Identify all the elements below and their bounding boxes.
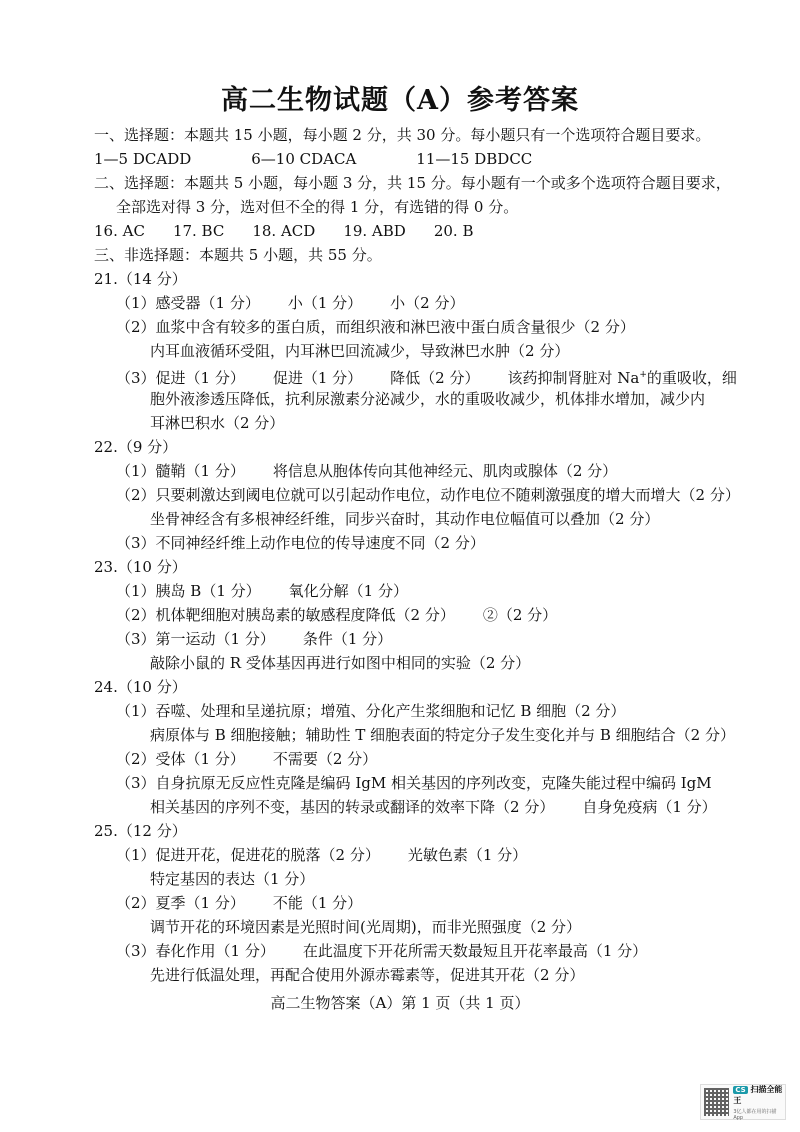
q24-part2: （2）受体（1 分） 不需要（2 分） [116,750,378,768]
q23-part2: （2）机体靶细胞对胰岛素的敏感程度降低（2 分） ②（2 分） [116,606,558,624]
q21-part3: （3）促进（1 分） 促进（1 分） 降低（2 分） 该药抑制肾脏对 Na+的重吸收，细 [116,369,737,387]
watermark-title: 扫描全能王 [733,1084,783,1105]
q21-part2: （2）血浆中含有较多的蛋白质，而组织液和淋巴液中蛋白质含量很少（2 分） [116,318,635,336]
q23-part3-cont: 敲除小鼠的 R 受体基因再进行如图中相同的实验（2 分） [150,654,531,672]
watermark-text [733,1084,785,1121]
cs-logo-icon: CS [735,1085,746,1094]
scanner-watermark [700,1084,786,1120]
q21-part1: （1）感受器（1 分） 小（1 分） 小（2 分） [116,294,465,312]
q24-part3: （3）自身抗原无反应性克隆是编码 IgM 相关基因的序列改变，克隆失能过程中编码 IgM [116,774,712,792]
q25-part2: （2）夏季（1 分） 不能（1 分） [116,894,363,912]
qr-code-icon [704,1088,729,1116]
q24-part1: （1）吞噬、处理和呈递抗原；增殖、分化产生浆细胞和记忆 B 细胞（2 分） [116,702,626,720]
q25-part2-cont: 调节开花的环境因素是光照时间(光周期)，而非光照强度（2 分） [150,918,582,936]
q24-part3-cont: 相关基因的序列不变，基因的转录或翻译的效率下降（2 分） 自身免疫病（1 分） [150,798,717,816]
page-footer: 高二生物答案（A）第 1 页（共 1 页） [270,994,530,1012]
section-2-answers: 16. AC 17. BC 18. ACD 19. ABD 20. B [94,222,474,240]
section-2-heading: 二、选择题：本题共 5 小题，每小题 3 分，共 15 分。每小题有一个或多个选项符合题目要求， [94,174,731,192]
q22-header: 22.（9 分） [94,438,178,456]
answer-content [94,124,740,988]
q25-header: 25.（12 分） [94,822,187,840]
q22-part2: （2）只要刺激达到阈电位就可以引起动作电位，动作电位不随刺激强度的增大而增大（2 分） [116,486,740,504]
q21-part3-end: 耳淋巴积水（2 分） [150,414,285,432]
section-1-heading: 一、选择题：本题共 15 小题，每小题 2 分，共 30 分。每小题只有一个选项符合题目要求。 [94,126,711,144]
q22-part2-cont: 坐骨神经含有多根神经纤维，同步兴奋时，其动作电位幅值可以叠加（2 分） [150,510,660,528]
q23-header: 23.（10 分） [94,558,187,576]
q21-part3-cont: 胞外液渗透压降低，抗利尿激素分泌减少，水的重吸收减少，机体排水增加，减少内 [150,390,706,408]
q21-part2-cont: 内耳血液循环受阻，内耳淋巴回流减少，导致淋巴水肿（2 分） [150,342,570,360]
q25-part1: （1）促进开花，促进花的脱落（2 分） 光敏色素（1 分） [116,846,528,864]
page-title: 高二生物试题（A）参考答案 [221,85,579,116]
q23-part3: （3）第一运动（1 分） 条件（1 分） [116,630,393,648]
q25-part3: （3）春化作用（1 分） 在此温度下开花所需天数最短且开花率最高（1 分） [116,942,648,960]
q22-part3: （3）不同神经纤维上动作电位的传导速度不同（2 分） [116,534,485,552]
q22-part1: （1）髓鞘（1 分） 将信息从胞体传向其他神经元、肌肉或腺体（2 分） [116,462,618,480]
q23-part1: （1）胰岛 B（1 分） 氧化分解（1 分） [116,582,408,600]
q25-part3-cont: 先进行低温处理，再配合使用外源赤霉素等，促进其开花（2 分） [150,966,585,984]
watermark-subtitle: 3亿人都在用的扫描App [733,1108,777,1121]
q24-header: 24.（10 分） [94,678,187,696]
section-3-heading: 三、非选择题：本题共 5 小题，共 55 分。 [94,246,382,264]
q24-part1-cont: 病原体与 B 细胞接触；辅助性 T 细胞表面的特定分子发生变化并与 B 细胞结合（2 分） [150,726,735,744]
q25-part1-cont: 特定基因的表达（1 分） [150,870,315,888]
q21-header: 21.（14 分） [94,270,187,288]
section-2-heading-cont: 全部选对得 3 分，选对但不全的得 1 分，有选错的得 0 分。 [116,198,519,216]
section-1-answers: 1—5 DCADD 6—10 CDACA 11—15 DBDCC [94,150,533,168]
